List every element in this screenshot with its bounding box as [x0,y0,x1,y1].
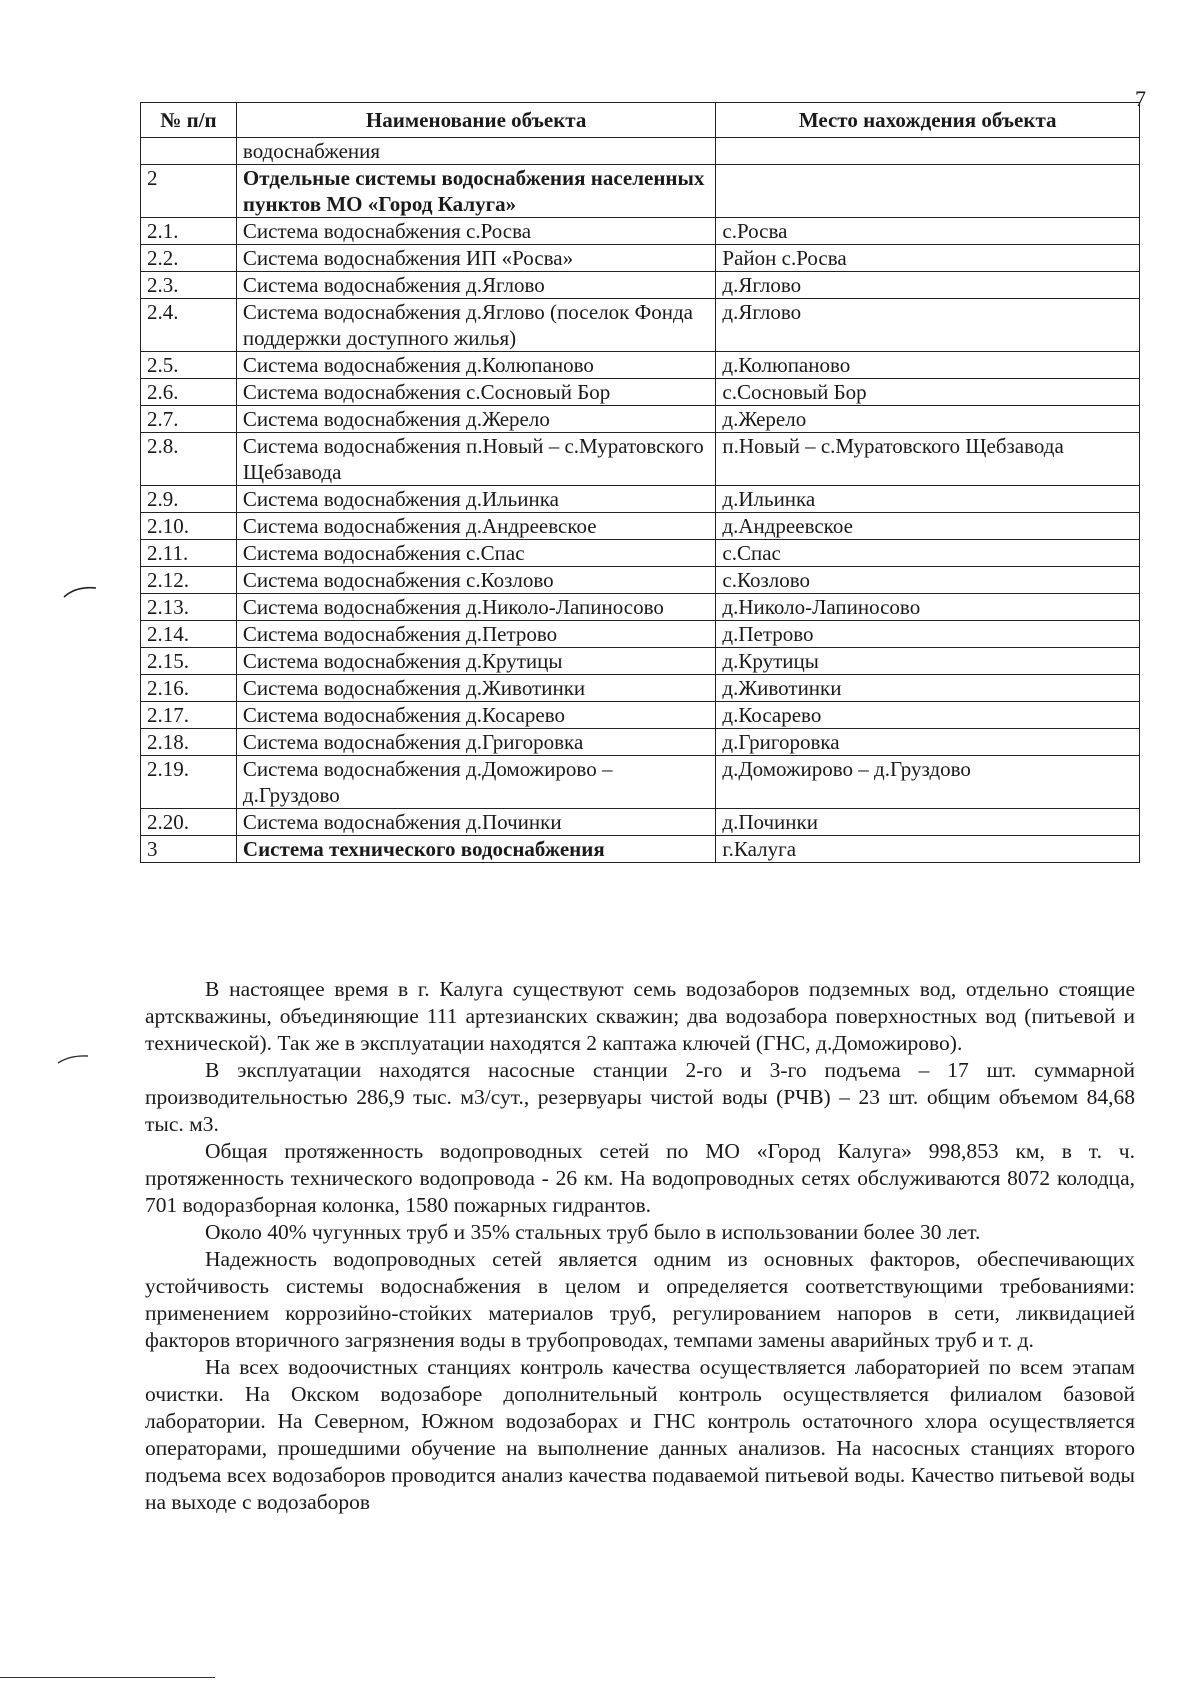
place-cell: с.Козлово [716,567,1140,594]
num-cell: 2.10. [141,513,237,540]
name-cell: Система водоснабжения д.Николо-Лапиносово [236,594,715,621]
place-cell: д.Григоровка [716,729,1140,756]
header-place: Место нахождения объекта [716,103,1140,138]
table-row [141,756,1140,809]
name-cell: Система водоснабжения д.Починки [236,809,715,836]
table-row [141,138,1140,165]
place-cell: д.Животинки [716,675,1140,702]
table-row [141,567,1140,594]
num-cell: 2.5. [141,352,237,379]
num-cell: 2.20. [141,809,237,836]
name-cell: Система водоснабжения с.Козлово [236,567,715,594]
table-row [141,486,1140,513]
num-cell: 2.6. [141,379,237,406]
place-cell: д.Яглово [716,272,1140,299]
paragraph: Около 40% чугунных труб и 35% стальных труб было в использовании более 30 лет. [205,1220,981,1244]
num-cell: 2.19. [141,756,237,809]
place-cell: д.Крутицы [716,648,1140,675]
table-row [141,702,1140,729]
table-row [141,433,1140,486]
num-cell: 2.8. [141,433,237,486]
num-cell [141,138,237,165]
table-row [141,621,1140,648]
num-cell: 2.7. [141,406,237,433]
name-cell: Система водоснабжения с.Сосновый Бор [236,379,715,406]
footer-line [0,1677,215,1678]
objects-table [140,102,1140,863]
table-row [141,379,1140,406]
table-row [141,648,1140,675]
name-cell: Система технического водоснабжения [236,836,715,863]
name-cell: Отдельные системы водоснабжения населенных пунктов МО «Город Калуга» [236,165,715,218]
name-cell: Система водоснабжения с.Спас [236,540,715,567]
page-number: 7 [1135,86,1146,111]
table-row [141,218,1140,245]
paragraph: Надежность водопроводных сетей является одним из основных факторов, обеспечивающих устойчивость системы водоснабжения в целом и определяется соответствующими требованиями: применением коррозийно-стойких материалов труб, регулированием напоров в сети, ликвидацией факторов вторичного загрязнения воды в трубопроводах, темпами замены аварийных труб и т. д. [145,1247,1135,1352]
table-row [141,513,1140,540]
paragraph: В настоящее время в г. Калуга существуют семь водозаборов подземных вод, отдельно стоящие артскважины, объединяющие 111 артезианских скважин; два водозабора поверхностных вод (питьевой и технической). Так же в эксплуатации находятся 2 каптажа ключей (ГНС, д.Доможирово). [145,977,1135,1055]
place-cell: г.Калуга [716,836,1140,863]
place-cell: д.Колюпаново [716,352,1140,379]
paragraph: Общая протяженность водопроводных сетей по МО «Город Калуга» 998,853 км, в т. ч. протяженность технического водопровода - 26 км. На водопроводных сетях обслуживаются 8072 колодца, 701 водоразборная колонка, 1580 пожарных гидрантов. [145,1139,1135,1217]
body-text [145,976,1135,1516]
place-cell: с.Спас [716,540,1140,567]
table-row [141,165,1140,218]
place-cell [716,138,1140,165]
name-cell: Система водоснабжения д.Андреевское [236,513,715,540]
num-cell: 2.17. [141,702,237,729]
num-cell: 2 [141,165,237,218]
num-cell: 2.1. [141,218,237,245]
place-cell: д.Жерело [716,406,1140,433]
name-cell: Система водоснабжения д.Животинки [236,675,715,702]
paragraph: В эксплуатации находятся насосные станции 2-го и 3-го подъема – 17 шт. суммарной производительностью 286,9 тыс. м3/сут., резервуары чистой воды (РЧВ) – 23 шт. общим объемом 84,68 тыс. м3. [145,1058,1135,1136]
table-row [141,594,1140,621]
table-row [141,729,1140,756]
place-cell: д.Ильинка [716,486,1140,513]
num-cell: 2.2. [141,245,237,272]
name-cell: Система водоснабжения д.Яглово (поселок Фонда поддержки доступного жилья) [236,299,715,352]
num-cell: 2.3. [141,272,237,299]
table-body [141,138,1140,863]
place-cell: д.Починки [716,809,1140,836]
header-name: Наименование объекта [236,103,715,138]
place-cell: Район с.Росва [716,245,1140,272]
place-cell: д.Петрово [716,621,1140,648]
table-row [141,406,1140,433]
num-cell: 2.13. [141,594,237,621]
paragraph: На всех водоочистных станциях контроль качества осуществляется лабораторией по всем этапам очистки. На Окском водозаборе дополнительный контроль осуществляется филиалом базовой лаборатории. На Северном, Южном водозаборах и ГНС контроль остаточного хлора осуществляется операторами, прошедшими обучение на выполнение данных анализов. На насосных станциях второго подъема всех водозаборов проводится анализ качества подаваемой питьевой воды. Качество питьевой воды на выходе с водозаборов [145,1355,1135,1514]
num-cell: 2.11. [141,540,237,567]
header-num: № п/п [141,103,237,138]
name-cell: Система водоснабжения д.Колюпаново [236,352,715,379]
name-cell: Система водоснабжения д.Жерело [236,406,715,433]
table-row [141,809,1140,836]
num-cell: 2.16. [141,675,237,702]
name-cell: водоснабжения [236,138,715,165]
name-cell: Система водоснабжения п.Новый – с.Муратовского Щебзавода [236,433,715,486]
name-cell: Система водоснабжения д.Доможирово – д.Груздово [236,756,715,809]
name-cell: Система водоснабжения д.Ильинка [236,486,715,513]
margin-mark-2 [56,1052,96,1066]
num-cell: 2.9. [141,486,237,513]
num-cell: 2.12. [141,567,237,594]
place-cell: д.Андреевское [716,513,1140,540]
place-cell [716,165,1140,218]
place-cell: д.Яглово [716,299,1140,352]
name-cell: Система водоснабжения д.Григоровка [236,729,715,756]
table-row [141,352,1140,379]
num-cell: 2.18. [141,729,237,756]
name-cell: Система водоснабжения д.Яглово [236,272,715,299]
num-cell: 2.14. [141,621,237,648]
name-cell: Система водоснабжения д.Косарево [236,702,715,729]
table-row [141,299,1140,352]
table-row [141,540,1140,567]
name-cell: Система водоснабжения с.Росва [236,218,715,245]
num-cell: 3 [141,836,237,863]
place-cell: д.Доможирово – д.Груздово [716,756,1140,809]
table-row [141,272,1140,299]
place-cell: п.Новый – с.Муратовского Щебзавода [716,433,1140,486]
table-row [141,836,1140,863]
table-row [141,675,1140,702]
name-cell: Система водоснабжения ИП «Росва» [236,245,715,272]
table-row [141,245,1140,272]
margin-mark-1 [62,582,102,600]
table-header-row [141,103,1140,138]
place-cell: с.Сосновый Бор [716,379,1140,406]
place-cell: с.Росва [716,218,1140,245]
num-cell: 2.4. [141,299,237,352]
place-cell: д.Николо-Лапиносово [716,594,1140,621]
name-cell: Система водоснабжения д.Петрово [236,621,715,648]
place-cell: д.Косарево [716,702,1140,729]
num-cell: 2.15. [141,648,237,675]
name-cell: Система водоснабжения д.Крутицы [236,648,715,675]
